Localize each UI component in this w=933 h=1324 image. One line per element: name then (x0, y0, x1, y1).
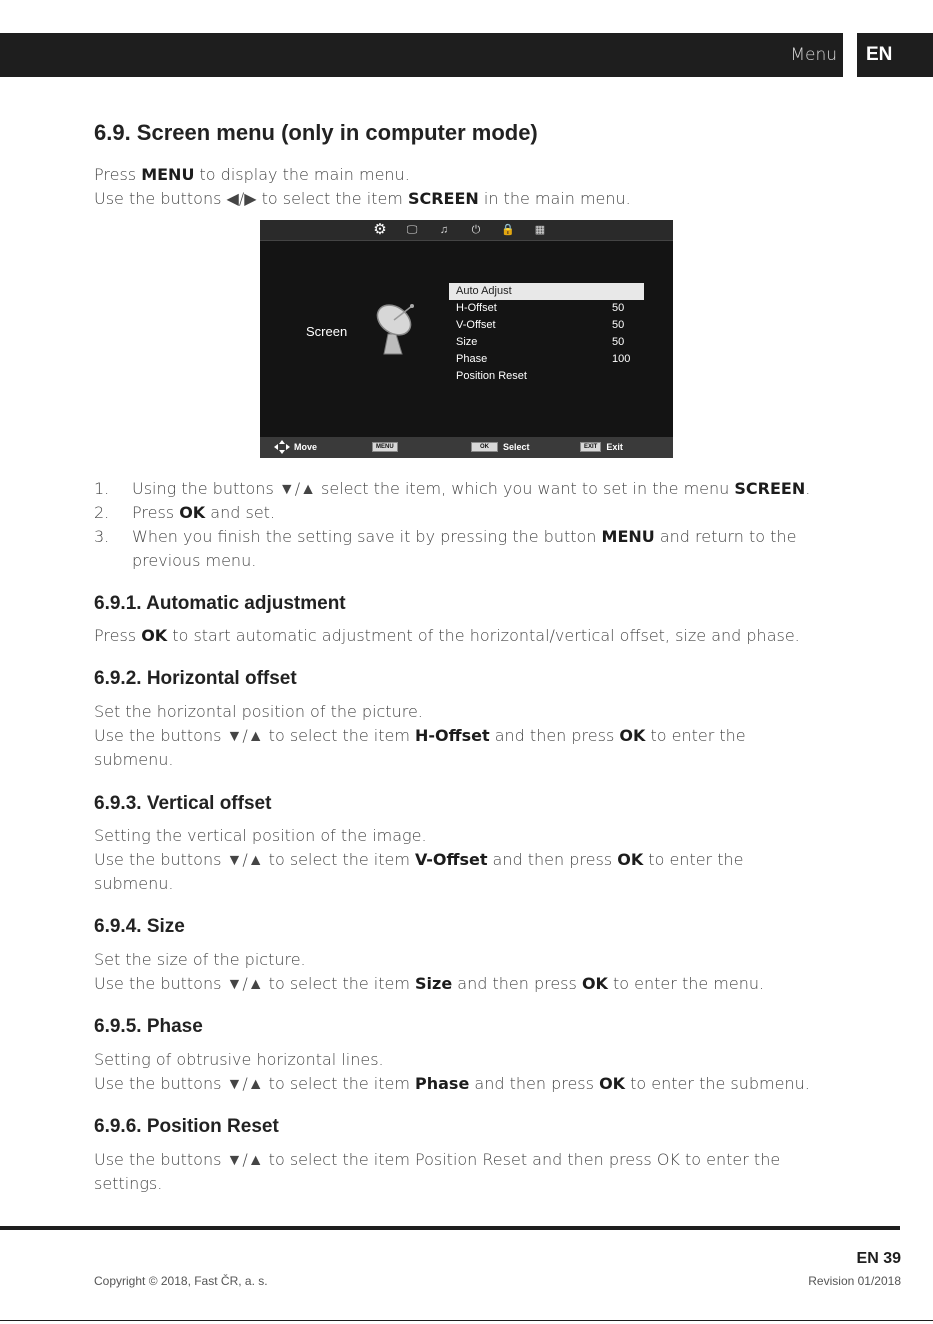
header-section: Menu (790, 45, 837, 65)
step-text: When you finish the setting save it by pressing the button MENU and return to the previous menu. (132, 527, 797, 570)
revision-text: Revision 01/2018 (808, 1274, 901, 1288)
tv-menu-item[interactable]: H-Offset 50 (456, 302, 625, 314)
tv-menu-footer (260, 437, 673, 458)
section-heading: 6.9.3. Vertical offset (94, 793, 272, 814)
section-text: Setting of obtrusive horizontal lines. (94, 1050, 384, 1069)
copyright-text: Copyright © 2018, Fast ČR, a. s. (94, 1274, 268, 1288)
section-text: Use the buttons ▼/▲ to select the item H-Offset and then press OK to enter the submenu. (94, 726, 746, 769)
section-text: Use the buttons ▼/▲ to select the item Phase and then press OK to enter the submenu. (94, 1074, 810, 1093)
exit-label: Exit (606, 442, 623, 452)
select-label: Select (503, 442, 530, 452)
header-bar (0, 33, 843, 77)
step-number: 2. (94, 503, 110, 522)
page-title: 6.9. Screen menu (only in computer mode) (94, 120, 538, 145)
ok-key: OK (471, 442, 498, 452)
lock-icon: 🔒 (501, 224, 515, 236)
settings-icon: ⚙ (373, 221, 387, 238)
section-text: Set the horizontal position of the picture. (94, 702, 423, 721)
section-text: Use the buttons ▼/▲ to select the item Position Reset and then press OK to enter the settings. (94, 1150, 781, 1193)
section-heading: 6.9.6. Position Reset (94, 1116, 279, 1137)
section-heading: 6.9.1. Automatic adjustment (94, 593, 346, 614)
bottom-edge-line (0, 1320, 933, 1321)
step-text: Using the buttons ▼/▲ select the item, which you want to set in the menu SCREEN. (132, 479, 811, 498)
grid-icon: ▦ (534, 224, 546, 236)
tv-menu-screenshot (260, 220, 673, 458)
page-number: EN 39 (856, 1250, 901, 1267)
exit-key: EXIT (580, 442, 601, 452)
monitor-icon: 🖵 (406, 224, 418, 236)
tv-menu-tabs (260, 220, 673, 241)
menu-key: MENU (372, 442, 398, 452)
tv-menu-item[interactable]: Size 50 (456, 336, 625, 348)
intro-line-2: Use the buttons ◀/▶ to select the item SCREEN in the main menu. (94, 189, 631, 208)
tv-menu-item[interactable]: Position Reset (456, 370, 527, 382)
section-text: Set the size of the picture. (94, 950, 306, 969)
step-number: 3. (94, 527, 110, 546)
tv-menu-label: Screen (306, 324, 348, 339)
section-text: Press OK to start automatic adjustment of the horizontal/vertical offset, size and phase. (94, 626, 800, 645)
section-heading: 6.9.2. Horizontal offset (94, 668, 297, 689)
section-heading: 6.9.4. Size (94, 916, 185, 937)
section-text: Use the buttons ▼/▲ to select the item Size and then press OK to enter the menu. (94, 974, 765, 993)
move-arrows-icon (274, 440, 290, 454)
section-text: Setting the vertical position of the image. (94, 826, 427, 845)
tv-menu-item[interactable]: V-Offset 50 (456, 319, 625, 331)
section-heading: 6.9.5. Phase (94, 1016, 203, 1037)
move-label: Move (294, 442, 318, 452)
step-number: 1. (94, 479, 110, 498)
tv-menu-item[interactable]: Auto Adjust (449, 283, 644, 300)
satellite-dish-icon (372, 298, 418, 356)
power-icon: ⏻ (471, 224, 481, 236)
language-badge: EN (857, 33, 933, 77)
intro-line-1: Press MENU to display the main menu. (94, 165, 410, 184)
step-text: Press OK and set. (132, 503, 276, 522)
section-text: Use the buttons ▼/▲ to select the item V-Offset and then press OK to enter the submenu. (94, 850, 744, 893)
tv-menu-item[interactable]: Phase 100 (456, 353, 631, 365)
footer-divider (0, 1226, 900, 1230)
music-icon: ♫ (439, 224, 449, 236)
tv-menu-list (449, 283, 644, 385)
